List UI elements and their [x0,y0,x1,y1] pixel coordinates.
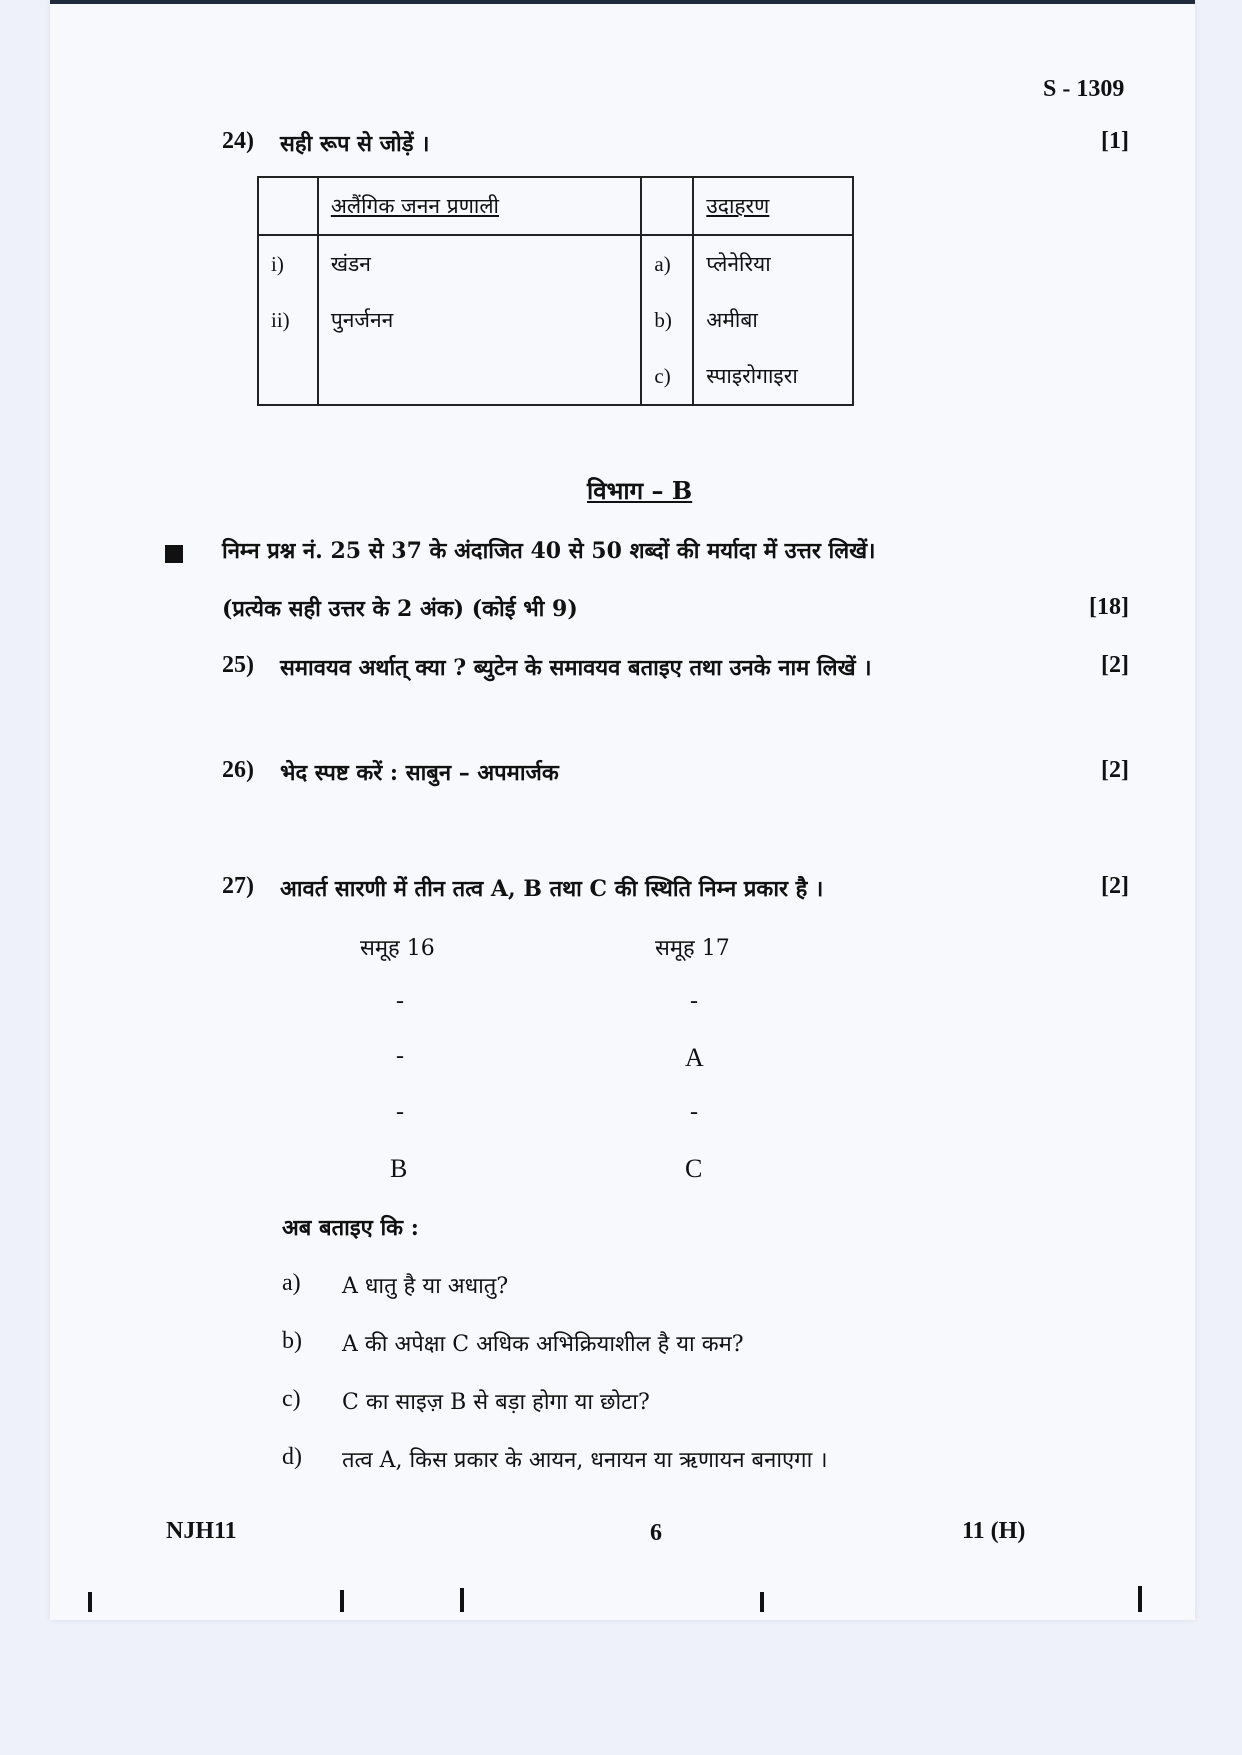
q26-marks: [2] [1101,757,1129,783]
group17-cell: - [690,1099,698,1125]
sub-idx: d) [282,1444,302,1470]
top-border [50,0,1195,4]
left-idx: ii) [258,292,318,348]
group16-cell: B [390,1154,408,1183]
left-item: पुनर्जनन [318,292,642,348]
group17-cell: C [685,1154,703,1183]
sub-text: तत्व A, किस प्रकार के आयन, धनायन या ऋणायन बनाएगा । [342,1448,828,1473]
group17-label: समूह 17 [655,936,730,961]
sub-text: A धातु है या अधातु? [342,1274,509,1299]
right-item: स्पाइरोगाइरा [693,348,853,405]
q25-number: 25) [222,652,254,678]
q25-text: समावयव अर्थात् क्या ? ब्युटेन के समावयव बताइए तथा उनके नाम लिखें । [280,655,872,681]
col2-header: उदाहरण [693,177,853,235]
paper-code: S - 1309 [1043,76,1125,102]
group16-cell: - [396,988,404,1014]
footer-right: 11 (H) [962,1518,1026,1544]
group16-label: समूह 16 [360,936,435,961]
sub-idx: b) [282,1328,302,1354]
q27-text: आवर्त सारणी में तीन तत्व A, B तथा C की स्थिति निम्न प्रकार है । [280,876,824,902]
left-idx: i) [258,235,318,292]
instruction-line1: निम्न प्रश्न नं. 25 से 37 के अंदाजित 40 से 50 शब्दों की मर्यादा में उत्तर लिखें। [222,538,876,564]
binding-mark [460,1588,464,1612]
section-marks: [18] [1089,594,1129,620]
right-idx: a) [641,235,693,292]
right-item: अमीबा [693,292,853,348]
q24-number: 24) [222,128,254,154]
group17-cell: - [690,988,698,1014]
q27-marks: [2] [1101,873,1129,899]
group16-cell: - [396,1043,404,1069]
page-number: 6 [650,1520,662,1546]
q27-prompt: अब बताइए कि : [282,1215,419,1241]
right-idx: b) [641,292,693,348]
q24-marks: [1] [1101,128,1129,154]
q27-number: 27) [222,873,254,899]
left-item: खंडन [318,235,642,292]
binding-mark [1138,1586,1142,1612]
sub-text: C का साइज़ B से बड़ा होगा या छोटा? [342,1390,650,1415]
binding-mark [760,1592,764,1612]
right-item: प्लेनेरिया [693,235,853,292]
right-idx: c) [641,348,693,405]
q26-text: भेद स्पष्ट करें : साबुन – अपमार्जक [280,760,559,786]
sub-text: A की अपेक्षा C अधिक अभिक्रियाशील है या कम? [342,1332,744,1357]
binding-mark [88,1592,92,1612]
q24-text: सही रूप से जोड़ें । [280,131,430,157]
bullet-square-icon [165,545,183,563]
match-table [257,176,854,406]
footer-left: NJH11 [166,1518,237,1544]
group16-cell: - [396,1099,404,1125]
q26-number: 26) [222,757,254,783]
group17-cell: A [685,1043,704,1072]
sub-idx: c) [282,1386,301,1412]
q25-marks: [2] [1101,652,1129,678]
instruction-line2: (प्रत्येक सही उत्तर के 2 अंक) (कोई भी 9) [222,596,578,622]
sub-idx: a) [282,1270,301,1296]
col1-header: अलैंगिक जनन प्रणाली [318,177,642,235]
section-title: विभाग – B [587,476,693,505]
binding-mark [340,1590,344,1612]
